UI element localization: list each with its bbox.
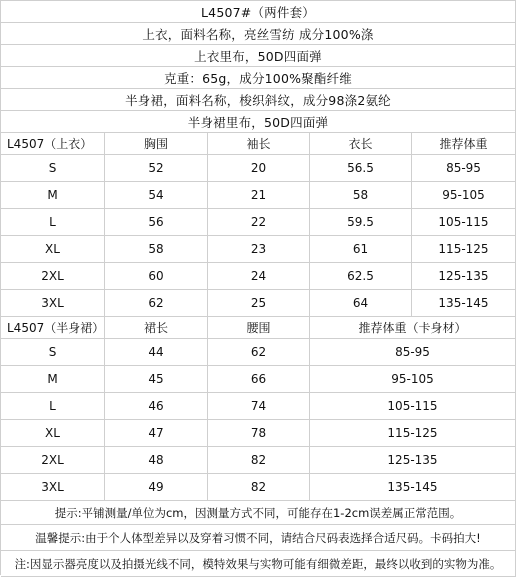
top-table-row [1, 182, 516, 209]
skirt-table-row-cell: 3XL [1, 474, 105, 500]
top-table-header [1, 133, 516, 155]
top-table-row [1, 263, 516, 290]
top-table-row-cell: 58 [310, 182, 412, 208]
skirt-table-header [1, 317, 516, 339]
skirt-table-row [1, 339, 516, 366]
header-line-5: 半身裙里布，50D四面弹 [187, 114, 329, 130]
top-table-row-cell: 62.5 [310, 263, 412, 289]
skirt-table-row-cell: 47 [105, 420, 208, 446]
display-note [1, 551, 516, 577]
top-table-row-cell: 22 [208, 209, 310, 235]
skirt-lining-line [1, 111, 516, 133]
top-table-row-cell: 85-95 [412, 155, 516, 181]
top-table-row-cell: 61 [310, 236, 412, 262]
header-line-4: 半身裙，面料名称，梭织斜纹，成分98涤2氨纶 [125, 92, 391, 108]
top-table-row-cell: L [1, 209, 105, 235]
skirt-table-row-cell: 66 [208, 366, 310, 392]
skirt-col-waist: 腰围 [208, 317, 310, 338]
skirt-col-model: L4507（半身裙） [1, 317, 105, 338]
top-table-row-cell: 21 [208, 182, 310, 208]
skirt-table-row-cell: 49 [105, 474, 208, 500]
skirt-table-row-cell: 48 [105, 447, 208, 473]
skirt-table-row-cell: 95-105 [310, 366, 516, 392]
skirt-table-row-cell: 135-145 [310, 474, 516, 500]
skirt-col-length: 裙长 [105, 317, 208, 338]
top-table-row-cell: 25 [208, 290, 310, 316]
top-table-row-cell: 64 [310, 290, 412, 316]
top-table-row-cell: M [1, 182, 105, 208]
skirt-table-row-cell: 45 [105, 366, 208, 392]
top-table-row-cell: 52 [105, 155, 208, 181]
skirt-table-row-cell: L [1, 393, 105, 419]
skirt-table-row-cell: 125-135 [310, 447, 516, 473]
top-table-row-cell: 59.5 [310, 209, 412, 235]
top-table-row-cell: 135-145 [412, 290, 516, 316]
skirt-table-row-cell: 44 [105, 339, 208, 365]
top-fabric-line [1, 23, 516, 45]
note-2: 注:因显示器亮度以及拍摄光线不同，模特效果与实物可能有细微差距，最终以收到的实物为准。 [14, 556, 502, 571]
skirt-table-row [1, 474, 516, 501]
skirt-table-row [1, 366, 516, 393]
top-table-row [1, 209, 516, 236]
top-table-row [1, 290, 516, 317]
top-lining-line [1, 45, 516, 67]
skirt-table-row [1, 393, 516, 420]
size-tip [1, 525, 516, 551]
top-table-row [1, 236, 516, 263]
header-line-1: 上衣，面料名称，亮丝雪纺 成分100%涤 [142, 26, 374, 42]
top-col-sleeve: 袖长 [208, 133, 310, 154]
top-col-weight: 推荐体重 [412, 133, 516, 154]
top-col-chest: 胸围 [105, 133, 208, 154]
skirt-table-row-cell: 74 [208, 393, 310, 419]
top-table-row-cell: 3XL [1, 290, 105, 316]
top-table-row-cell: 23 [208, 236, 310, 262]
top-table-row-cell: 105-115 [412, 209, 516, 235]
top-table-row-cell: 56 [105, 209, 208, 235]
skirt-table-row-cell: 78 [208, 420, 310, 446]
top-table-row-cell: 62 [105, 290, 208, 316]
skirt-table-row-cell: 85-95 [310, 339, 516, 365]
skirt-table-row-cell: S [1, 339, 105, 365]
top-table-row-cell: 125-135 [412, 263, 516, 289]
skirt-table-row-cell: 105-115 [310, 393, 516, 419]
header-line-3: 克重：65g，成分100%聚酯纤维 [164, 70, 352, 86]
top-table-row-cell: XL [1, 236, 105, 262]
skirt-table-row [1, 447, 516, 474]
top-table-row-cell: 58 [105, 236, 208, 262]
measure-note [1, 501, 516, 525]
top-table-row-cell: 54 [105, 182, 208, 208]
top-col-model: L4507（上衣） [1, 133, 105, 154]
top-table-row-cell: 20 [208, 155, 310, 181]
weight-line [1, 67, 516, 89]
top-table-row-cell: S [1, 155, 105, 181]
skirt-col-weight: 推荐体重（卡身材） [310, 317, 516, 338]
top-table-row-cell: 2XL [1, 263, 105, 289]
skirt-table-row-cell: 2XL [1, 447, 105, 473]
product-title [1, 1, 516, 23]
header-line-2: 上衣里布，50D四面弹 [194, 48, 322, 64]
skirt-table-row-cell: M [1, 366, 105, 392]
top-table-row-cell: 24 [208, 263, 310, 289]
top-table-row [1, 155, 516, 182]
skirt-table-row-cell: XL [1, 420, 105, 446]
top-table-row-cell: 60 [105, 263, 208, 289]
top-col-length: 衣长 [310, 133, 412, 154]
header-line-0: L4507#（两件套） [201, 4, 315, 20]
skirt-table-row-cell: 46 [105, 393, 208, 419]
note-0: 提示:平铺测量/单位为cm，因测量方式不同，可能存在1-2cm误差属正常范围。 [54, 505, 462, 520]
skirt-fabric-line [1, 89, 516, 111]
top-table-row-cell: 95-105 [412, 182, 516, 208]
skirt-table-row [1, 420, 516, 447]
skirt-table-row-cell: 62 [208, 339, 310, 365]
top-table-row-cell: 115-125 [412, 236, 516, 262]
skirt-table-row-cell: 82 [208, 474, 310, 500]
skirt-table-row-cell: 82 [208, 447, 310, 473]
note-1: 温馨提示:由于个人体型差异以及穿着习惯不同，请结合尺码表选择合适尺码。卡码拍大! [35, 530, 481, 545]
top-table-row-cell: 56.5 [310, 155, 412, 181]
skirt-table-row-cell: 115-125 [310, 420, 516, 446]
